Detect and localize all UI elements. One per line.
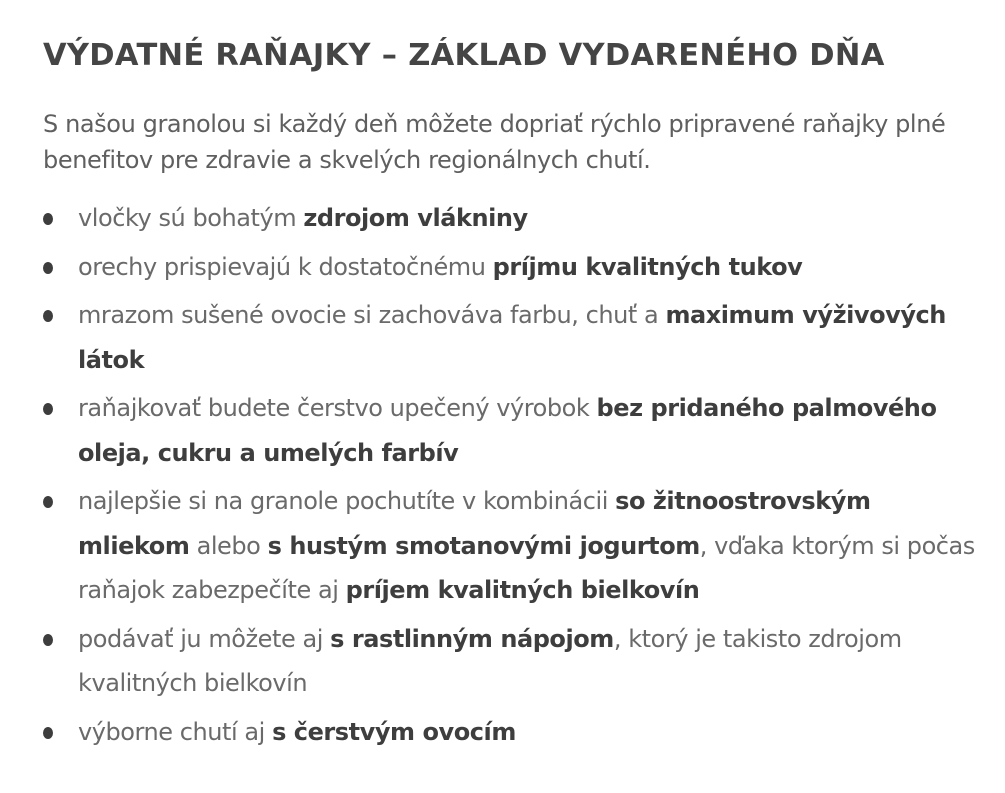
item-highlight: so žitnoostrovským mliekom [78,487,871,560]
list-item [43,617,983,706]
benefits-list [43,196,985,754]
item-highlight: zdrojom vlákniny [303,204,528,232]
list-item [43,479,983,613]
item-highlight: s čerstvým ovocím [272,717,516,746]
bullet-icon [43,496,53,508]
item-highlight: príjmu kvalitných tukov [492,252,803,281]
item-text: vločky sú bohatým [78,204,304,232]
item-highlight: s hustým smotanovými jogurtom [267,531,700,560]
item-text: výborne chutí aj [78,717,273,746]
bullet-icon [43,634,53,646]
item-text: raňajkovať budete čerstvo upečený výrobok [78,394,597,422]
item-text: orechy prispievajú k dostatočnému [78,252,493,281]
bullet-icon [43,310,53,322]
item-text: alebo [189,531,268,560]
item-highlight: príjem kvalitných bielkovín [345,576,700,604]
item-highlight: s rastlinným nápojom [330,624,614,653]
item-text: podávať ju môžete aj [78,624,331,653]
intro-paragraph: S našou granolou si každý deň môžete dopriať rýchlo pripravené raňajky plné benefitov pre zdravie a skvelých regionálnych chutí. [43,110,946,174]
item-text: , ktorý je takisto zdrojom kvalitných bielkovín [78,624,902,697]
item-text: najlepšie si na granole pochutíte v kombinácii [78,487,616,515]
bullet-icon [43,727,53,739]
list-item [43,710,983,755]
list-item [43,196,983,241]
list-item [43,386,983,475]
list-item [43,245,983,290]
page-heading: VÝDATNÉ RAŇAJKY – ZÁKLAD VYDARENÉHO DŇA [43,38,885,73]
item-highlight: bez pridaného palmového oleja, cukru a umelých farbív [78,394,937,467]
bullet-icon [43,213,53,225]
item-text: mrazom sušené ovocie si zachováva farbu, chuť a [78,301,666,329]
bullet-icon [43,403,53,415]
bullet-icon [43,262,53,274]
list-item [43,293,983,382]
item-highlight: maximum výživových látok [78,301,946,374]
item-text: , vďaka ktorým si počas raňajok zabezpečíte aj [78,531,975,604]
